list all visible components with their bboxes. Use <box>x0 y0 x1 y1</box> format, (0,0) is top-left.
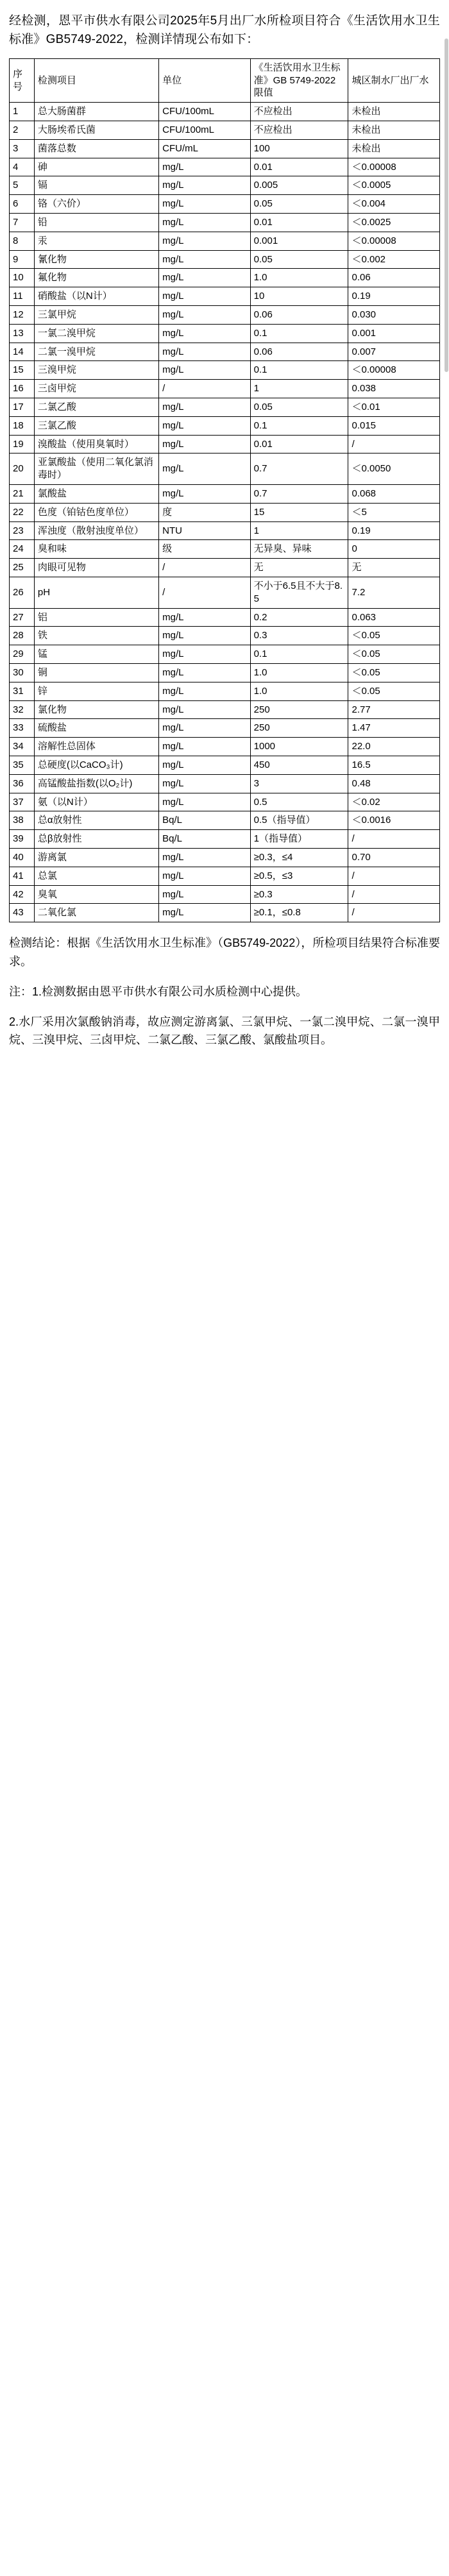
cell-limit: 不应检出 <box>250 103 348 121</box>
cell-unit: NTU <box>159 521 250 540</box>
scrollbar-thumb[interactable] <box>445 38 448 372</box>
cell-no: 5 <box>10 176 35 195</box>
cell-limit: ≥0.5，≤3 <box>250 867 348 885</box>
cell-item: 镉 <box>34 176 158 195</box>
cell-limit: 100 <box>250 139 348 158</box>
cell-value: 16.5 <box>348 756 440 774</box>
cell-no: 38 <box>10 811 35 830</box>
table-row <box>10 176 440 195</box>
cell-unit: mg/L <box>159 214 250 232</box>
cell-item: 总大肠菌群 <box>34 103 158 121</box>
cell-item: 氨（以N计） <box>34 793 158 811</box>
cell-limit: 1 <box>250 380 348 398</box>
cell-no: 15 <box>10 361 35 380</box>
cell-limit: 0.01 <box>250 214 348 232</box>
cell-unit: mg/L <box>159 885 250 904</box>
cell-limit: 250 <box>250 719 348 738</box>
cell-limit: 1000 <box>250 738 348 756</box>
cell-limit: 0.2 <box>250 608 348 627</box>
cell-no: 20 <box>10 453 35 485</box>
cell-unit: mg/L <box>159 158 250 176</box>
column-header-item: 检测项目 <box>34 58 158 102</box>
cell-limit: 0.01 <box>250 435 348 453</box>
cell-value: ＜0.05 <box>348 682 440 700</box>
cell-limit: 0.05 <box>250 398 348 417</box>
cell-limit: 0.3 <box>250 627 348 645</box>
cell-limit: 0.01 <box>250 158 348 176</box>
cell-unit: / <box>159 577 250 608</box>
cell-no: 2 <box>10 121 35 140</box>
cell-item: 氯化物 <box>34 700 158 719</box>
cell-value: ＜0.002 <box>348 250 440 269</box>
cell-value: 0 <box>348 540 440 559</box>
cell-item: 三氯乙酸 <box>34 416 158 435</box>
cell-no: 21 <box>10 485 35 504</box>
intro-paragraph: 经检测，恩平市供水有限公司2025年5月出厂水所检项目符合《生活饮用水卫生标准》GB5749-2022，检测详情现公布如下： <box>9 14 440 47</box>
cell-unit: mg/L <box>159 324 250 343</box>
cell-no: 6 <box>10 195 35 214</box>
cell-no: 24 <box>10 540 35 559</box>
cell-no: 11 <box>10 287 35 306</box>
cell-unit: mg/L <box>159 176 250 195</box>
cell-unit: mg/L <box>159 700 250 719</box>
cell-no: 37 <box>10 793 35 811</box>
cell-unit: CFU/mL <box>159 139 250 158</box>
cell-value: 0.063 <box>348 608 440 627</box>
cell-limit: 450 <box>250 756 348 774</box>
cell-no: 3 <box>10 139 35 158</box>
table-row <box>10 885 440 904</box>
cell-item: 游离氯 <box>34 848 158 867</box>
column-header-no: 序号 <box>10 58 35 102</box>
cell-unit: mg/L <box>159 232 250 250</box>
table-row <box>10 195 440 214</box>
cell-value: / <box>348 830 440 849</box>
table-row <box>10 904 440 922</box>
cell-unit: mg/L <box>159 719 250 738</box>
cell-no: 33 <box>10 719 35 738</box>
cell-value: 7.2 <box>348 577 440 608</box>
cell-unit: mg/L <box>159 435 250 453</box>
cell-limit: 10 <box>250 287 348 306</box>
cell-item: 臭氧 <box>34 885 158 904</box>
cell-item: 一氯二溴甲烷 <box>34 324 158 343</box>
cell-limit: ≥0.1，≤0.8 <box>250 904 348 922</box>
cell-item: 总β放射性 <box>34 830 158 849</box>
cell-no: 9 <box>10 250 35 269</box>
cell-value: ＜5 <box>348 503 440 521</box>
table-header <box>10 58 440 102</box>
cell-unit: CFU/100mL <box>159 121 250 140</box>
cell-limit: 0.7 <box>250 453 348 485</box>
cell-unit: mg/L <box>159 793 250 811</box>
cell-value: ＜0.05 <box>348 645 440 664</box>
cell-value: ＜0.0016 <box>348 811 440 830</box>
cell-no: 10 <box>10 269 35 287</box>
cell-limit: 0.05 <box>250 195 348 214</box>
page-scrollbar[interactable] <box>444 0 449 1076</box>
cell-unit: mg/L <box>159 287 250 306</box>
cell-no: 16 <box>10 380 35 398</box>
table-row <box>10 867 440 885</box>
cell-value: / <box>348 885 440 904</box>
cell-value: 0.001 <box>348 324 440 343</box>
table-row <box>10 608 440 627</box>
cell-value: 0.19 <box>348 287 440 306</box>
cell-no: 31 <box>10 682 35 700</box>
cell-limit: 0.1 <box>250 645 348 664</box>
cell-unit: Bq/L <box>159 830 250 849</box>
table-row <box>10 756 440 774</box>
cell-item: 亚氯酸盐（使用二氧化氯消毒时） <box>34 453 158 485</box>
cell-limit: 15 <box>250 503 348 521</box>
cell-limit: 0.005 <box>250 176 348 195</box>
cell-value: ＜0.05 <box>348 663 440 682</box>
table-row <box>10 774 440 793</box>
cell-value: 0.007 <box>348 343 440 361</box>
cell-item: 溶解性总固体 <box>34 738 158 756</box>
table-row <box>10 380 440 398</box>
cell-unit: mg/L <box>159 398 250 417</box>
cell-value: 未检出 <box>348 121 440 140</box>
table-row <box>10 645 440 664</box>
table-row <box>10 682 440 700</box>
cell-value: 无 <box>348 559 440 577</box>
table-row <box>10 139 440 158</box>
cell-item: 大肠埃希氏菌 <box>34 121 158 140</box>
cell-unit: / <box>159 559 250 577</box>
cell-unit: mg/L <box>159 485 250 504</box>
table-row <box>10 103 440 121</box>
document-wrapper <box>0 0 449 1076</box>
cell-value: 未检出 <box>348 103 440 121</box>
cell-value: ＜0.0025 <box>348 214 440 232</box>
cell-unit: CFU/100mL <box>159 103 250 121</box>
cell-unit: mg/L <box>159 627 250 645</box>
cell-limit: 0.5 <box>250 793 348 811</box>
cell-unit: mg/L <box>159 756 250 774</box>
cell-item: 总α放射性 <box>34 811 158 830</box>
cell-value: 0.06 <box>348 269 440 287</box>
cell-limit: 0.7 <box>250 485 348 504</box>
table-row <box>10 540 440 559</box>
cell-no: 8 <box>10 232 35 250</box>
table-row <box>10 453 440 485</box>
table-row <box>10 719 440 738</box>
cell-item: 色度（铂钴色度单位） <box>34 503 158 521</box>
cell-value: ＜0.05 <box>348 627 440 645</box>
cell-value: ＜0.004 <box>348 195 440 214</box>
cell-no: 34 <box>10 738 35 756</box>
cell-unit: mg/L <box>159 416 250 435</box>
cell-unit: mg/L <box>159 361 250 380</box>
cell-no: 36 <box>10 774 35 793</box>
cell-limit: 无异臭、异味 <box>250 540 348 559</box>
cell-no: 18 <box>10 416 35 435</box>
cell-unit: mg/L <box>159 608 250 627</box>
cell-item: 总氯 <box>34 867 158 885</box>
cell-no: 29 <box>10 645 35 664</box>
cell-unit: mg/L <box>159 269 250 287</box>
cell-item: 高锰酸盐指数(以O₂计) <box>34 774 158 793</box>
cell-value: / <box>348 435 440 453</box>
cell-no: 22 <box>10 503 35 521</box>
cell-value: 0.068 <box>348 485 440 504</box>
table-row <box>10 435 440 453</box>
cell-no: 39 <box>10 830 35 849</box>
cell-limit: 不应检出 <box>250 121 348 140</box>
table-row <box>10 577 440 608</box>
cell-no: 26 <box>10 577 35 608</box>
cell-item: 铝 <box>34 608 158 627</box>
cell-value: 0.19 <box>348 521 440 540</box>
table-row <box>10 811 440 830</box>
table-row <box>10 250 440 269</box>
table-row <box>10 269 440 287</box>
table-row <box>10 700 440 719</box>
cell-item: 硫酸盐 <box>34 719 158 738</box>
table-row <box>10 158 440 176</box>
cell-limit: ≥0.3，≤4 <box>250 848 348 867</box>
cell-value: 1.47 <box>348 719 440 738</box>
water-quality-table <box>9 58 440 922</box>
column-header-value: 城区制水厂出厂水 <box>348 58 440 102</box>
cell-unit: mg/L <box>159 306 250 325</box>
cell-value: 0.70 <box>348 848 440 867</box>
cell-limit: 0.1 <box>250 416 348 435</box>
cell-item: 二氯一溴甲烷 <box>34 343 158 361</box>
cell-item: 氰化物 <box>34 250 158 269</box>
cell-value: / <box>348 904 440 922</box>
column-header-unit: 单位 <box>159 58 250 102</box>
cell-no: 41 <box>10 867 35 885</box>
cell-limit: 1（指导值） <box>250 830 348 849</box>
cell-no: 13 <box>10 324 35 343</box>
cell-item: 三卤甲烷 <box>34 380 158 398</box>
cell-limit: 0.5（指导值） <box>250 811 348 830</box>
cell-unit: mg/L <box>159 682 250 700</box>
table-row <box>10 663 440 682</box>
cell-no: 1 <box>10 103 35 121</box>
cell-limit: 1.0 <box>250 682 348 700</box>
cell-unit: / <box>159 380 250 398</box>
cell-item: 二氧化氯 <box>34 904 158 922</box>
cell-limit: 无 <box>250 559 348 577</box>
cell-item: 二氯乙酸 <box>34 398 158 417</box>
cell-item: 三氯甲烷 <box>34 306 158 325</box>
cell-limit: 不小于6.5且不大于8.5 <box>250 577 348 608</box>
table-row <box>10 398 440 417</box>
cell-item: 铁 <box>34 627 158 645</box>
table-body <box>10 103 440 922</box>
cell-limit: 0.1 <box>250 361 348 380</box>
cell-no: 32 <box>10 700 35 719</box>
cell-unit: Bq/L <box>159 811 250 830</box>
cell-value: 0.015 <box>348 416 440 435</box>
cell-value: ＜0.01 <box>348 398 440 417</box>
cell-value: ＜0.02 <box>348 793 440 811</box>
cell-limit: 0.05 <box>250 250 348 269</box>
cell-item: 浑浊度（散射浊度单位） <box>34 521 158 540</box>
cell-no: 30 <box>10 663 35 682</box>
table-row <box>10 214 440 232</box>
cell-item: 三溴甲烷 <box>34 361 158 380</box>
cell-no: 25 <box>10 559 35 577</box>
cell-unit: mg/L <box>159 774 250 793</box>
cell-limit: 0.001 <box>250 232 348 250</box>
table-row <box>10 738 440 756</box>
cell-limit: 0.06 <box>250 343 348 361</box>
column-header-limit: 《生活饮用水卫生标准》GB 5749-2022限值 <box>250 58 348 102</box>
cell-value: 0.038 <box>348 380 440 398</box>
cell-value: 0.48 <box>348 774 440 793</box>
table-row <box>10 287 440 306</box>
cell-unit: mg/L <box>159 195 250 214</box>
table-row <box>10 521 440 540</box>
note-two: 2.水厂采用次氯酸钠消毒，故应测定游离氯、三氯甲烷、一氯二溴甲烷、二氯一溴甲烷、三溴甲烷、三卤甲烷、二氯乙酸、三氯乙酸、氯酸盐项目。 <box>9 1015 440 1047</box>
cell-value: 2.77 <box>348 700 440 719</box>
table-row <box>10 416 440 435</box>
cell-no: 28 <box>10 627 35 645</box>
table-row <box>10 830 440 849</box>
cell-unit: mg/L <box>159 250 250 269</box>
cell-value: ＜0.00008 <box>348 232 440 250</box>
cell-no: 7 <box>10 214 35 232</box>
cell-unit: 度 <box>159 503 250 521</box>
cell-unit: mg/L <box>159 867 250 885</box>
cell-item: 肉眼可见物 <box>34 559 158 577</box>
cell-value: ＜0.00008 <box>348 158 440 176</box>
cell-limit: 250 <box>250 700 348 719</box>
table-row <box>10 793 440 811</box>
table-header-row <box>10 58 440 102</box>
cell-limit: 1 <box>250 521 348 540</box>
cell-no: 12 <box>10 306 35 325</box>
cell-no: 35 <box>10 756 35 774</box>
cell-item: 菌落总数 <box>34 139 158 158</box>
cell-no: 43 <box>10 904 35 922</box>
cell-limit: 0.06 <box>250 306 348 325</box>
cell-item: 氟化物 <box>34 269 158 287</box>
cell-value: ＜0.0050 <box>348 453 440 485</box>
cell-limit: 1.0 <box>250 663 348 682</box>
cell-limit: 1.0 <box>250 269 348 287</box>
conclusion-paragraph: 检测结论：根据《生活饮用水卫生标准》（GB5749-2022），所检项目结果符合标准要求。 <box>9 936 440 968</box>
cell-item: 铜 <box>34 663 158 682</box>
cell-no: 23 <box>10 521 35 540</box>
table-row <box>10 848 440 867</box>
table-row <box>10 306 440 325</box>
cell-no: 40 <box>10 848 35 867</box>
cell-item: 氯酸盐 <box>34 485 158 504</box>
cell-value: ＜0.00008 <box>348 361 440 380</box>
cell-value: / <box>348 867 440 885</box>
cell-value: ＜0.0005 <box>348 176 440 195</box>
table-row <box>10 324 440 343</box>
cell-item: 溴酸盐（使用臭氧时） <box>34 435 158 453</box>
cell-item: 臭和味 <box>34 540 158 559</box>
table-row <box>10 232 440 250</box>
cell-item: 锰 <box>34 645 158 664</box>
cell-item: 铬（六价） <box>34 195 158 214</box>
cell-limit: 0.1 <box>250 324 348 343</box>
cell-unit: mg/L <box>159 453 250 485</box>
report-page <box>0 0 449 1076</box>
cell-item: 砷 <box>34 158 158 176</box>
table-row <box>10 559 440 577</box>
cell-value: 未检出 <box>348 139 440 158</box>
cell-value: 22.0 <box>348 738 440 756</box>
cell-unit: mg/L <box>159 663 250 682</box>
table-row <box>10 361 440 380</box>
cell-no: 4 <box>10 158 35 176</box>
table-row <box>10 627 440 645</box>
cell-unit: mg/L <box>159 343 250 361</box>
cell-item: 锌 <box>34 682 158 700</box>
table-row <box>10 121 440 140</box>
cell-unit: mg/L <box>159 738 250 756</box>
cell-unit: 级 <box>159 540 250 559</box>
note-one: 注：1.检测数据由恩平市供水有限公司水质检测中心提供。 <box>9 985 308 998</box>
cell-item: 硝酸盐（以N计） <box>34 287 158 306</box>
cell-limit: ≥0.3 <box>250 885 348 904</box>
cell-no: 27 <box>10 608 35 627</box>
cell-no: 19 <box>10 435 35 453</box>
cell-no: 14 <box>10 343 35 361</box>
cell-item: 铅 <box>34 214 158 232</box>
cell-no: 42 <box>10 885 35 904</box>
table-row <box>10 485 440 504</box>
cell-item: pH <box>34 577 158 608</box>
cell-value: 0.030 <box>348 306 440 325</box>
cell-unit: mg/L <box>159 904 250 922</box>
table-row <box>10 503 440 521</box>
cell-unit: mg/L <box>159 848 250 867</box>
cell-limit: 3 <box>250 774 348 793</box>
cell-item: 总硬度(以CaCO₃计) <box>34 756 158 774</box>
cell-no: 17 <box>10 398 35 417</box>
cell-item: 汞 <box>34 232 158 250</box>
cell-unit: mg/L <box>159 645 250 664</box>
table-row <box>10 343 440 361</box>
